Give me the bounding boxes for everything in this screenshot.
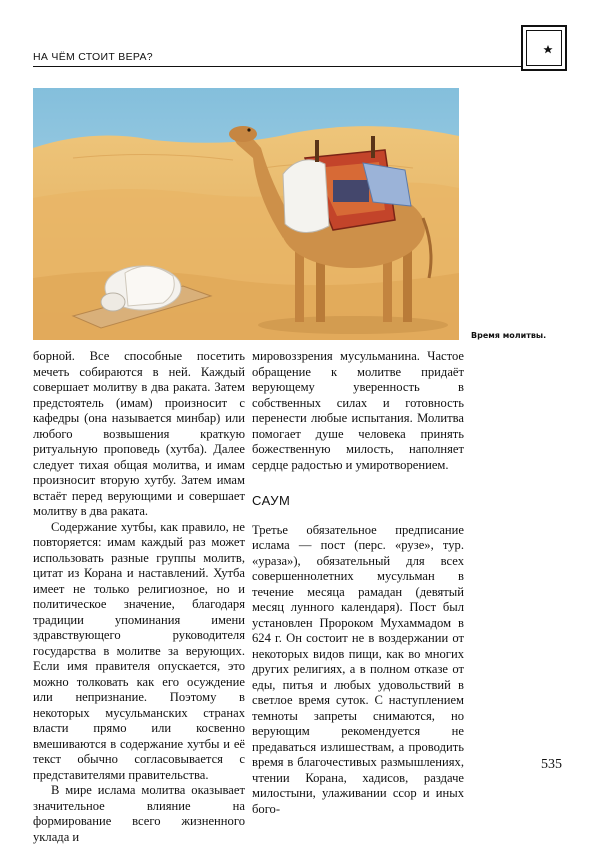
right-column [252, 349, 464, 817]
header-rule [33, 66, 523, 67]
running-header: НА ЧЁМ СТОИТ ВЕРА? [33, 51, 153, 63]
left-column [33, 349, 245, 845]
paragraph: Содержание хутбы, как правило, не повторяется: имам каждый раз может использовать разные группы молитв, цитат из Корана и наставлений. Хутба имеет не только религиозное, но и политическое значение, благодаря традиции упоминания имени здравствующего руководителя государства в молитве за верующих. Если имя правителя опускается, это можно толковать как его осуждение или непризнание. Поэтому в некоторых мусульманских странах власти прямо или косвенно вмешиваются в содержание хутбы и её текст обычно согласовывается с представителями правительства. [33, 519, 245, 782]
paragraph: борной. Все способные посетить мечеть собираются в ней. Каждый совершает молитву в два раката. Затем предстоятель (имам) произносит с кафедры (она называется минбар) или любого возвышения краткую ритуальную проповедь (хутба). Далее следует тихая общая молитва, и имам произносит вторую хутбу. Затем имам встаёт перед верующими и совершает молитву в два раката. [33, 349, 245, 518]
section-emblem [521, 25, 567, 71]
paragraph: В мире ислама молитва оказывает значительное влияние на формирование всего жизненного уклада и [33, 783, 245, 844]
paragraph: Третье обязательное предписание ислама — пост (перс. «рузе», тур. «ураза»), обязательный для всех совершеннолетних мусульман в течение месяца рамадан (девятый месяц лунного календаря). Пост был установлен Пророком Мухаммадом в 624 г. Он состоит не в воздержании от некоторых видов пищи, как во многих других религиях, а в полном отказе от еды, питья и любых удовольствий в светлое время суток. С наступлением темноты запреты снимаются, но верующим рекомендуется не предаваться излишествам, а проводить время в благочестивых размышлениях, чтении Корана, хадисов, раздаче милостыни, улаживании ссор и иных бого- [252, 522, 464, 816]
star-and-crescent-icon [523, 27, 565, 69]
page-number: 535 [541, 757, 562, 772]
prayer-illustration [33, 88, 459, 340]
desert-prayer-scene [33, 88, 459, 340]
section-heading: САУМ [252, 493, 291, 508]
paragraph: мировоззрения мусульманина. Частое обращение к молитве придаёт верующему уверенность в собственных силах и готовность перенести любые испытания. Молитва помогает душе человека принять божественную милость, наполняет сердце радостью и умиротворением. [252, 349, 464, 472]
illustration-caption: Время молитвы. [471, 331, 547, 340]
